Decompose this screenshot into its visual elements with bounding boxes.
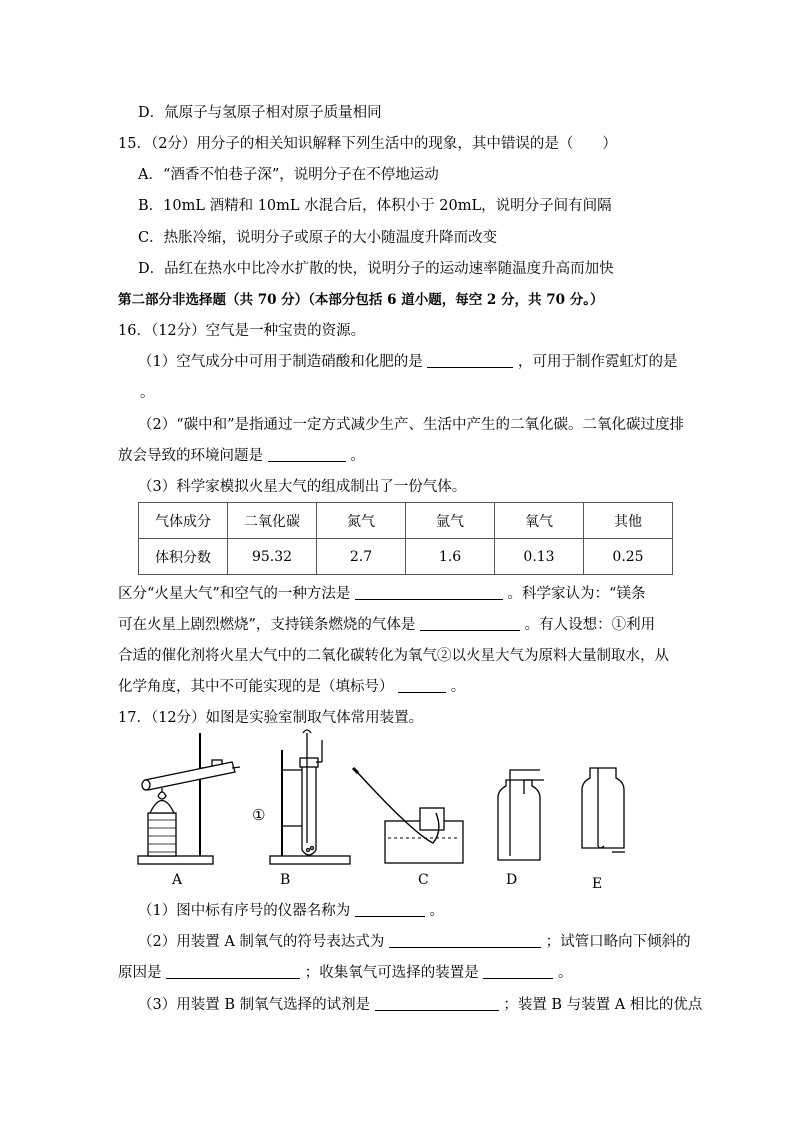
q17-sub2-line2 bbox=[118, 963, 572, 983]
apparatus-d bbox=[498, 770, 544, 860]
apparatus-e bbox=[582, 768, 625, 852]
q16-sub2-line1: （2）“碳中和”是指通过一定方式减少生产、生活中产生的二氧化碳。二氧化碳过度排 bbox=[138, 417, 685, 433]
q17-sub1-text-b: 。 bbox=[429, 903, 444, 919]
q15-option-d: D．品红在热水中比冷水扩散的快，说明分子的运动速率随温度升高而加快 bbox=[138, 261, 614, 277]
q16-sub3: （3）科学家模拟火星大气的组成制出了一份气体。 bbox=[138, 479, 467, 495]
fig-label-a: A bbox=[172, 872, 183, 888]
table-header-cell: 氮气 bbox=[317, 503, 406, 539]
table-cell: 1.6 bbox=[406, 539, 495, 575]
table-cell: 0.25 bbox=[584, 539, 673, 575]
q16-blank-1[interactable] bbox=[427, 352, 513, 368]
table-header-cell: 气体成分 bbox=[139, 503, 228, 539]
q16-sub2-text-c: 。 bbox=[350, 448, 365, 464]
q17-blank-4[interactable] bbox=[483, 963, 553, 979]
q16-blank-6[interactable] bbox=[398, 677, 446, 693]
q16-sub2-line2 bbox=[118, 446, 365, 466]
q17-sub2-text-a: （2）用装置 A 制氧气的符号表达式为 bbox=[138, 934, 385, 950]
table-cell: 2.7 bbox=[317, 539, 406, 575]
q16-stem: 16．（12分）空气是一种宝贵的资源。 bbox=[118, 323, 366, 339]
q16-blank-4[interactable] bbox=[355, 584, 503, 600]
q17-sub2-text-d: ；收集氧气可选择的装置是 bbox=[304, 965, 479, 981]
q17-sub2-text-e: 。 bbox=[557, 965, 573, 981]
q16-para4 bbox=[118, 677, 465, 697]
q16-blank-5[interactable] bbox=[420, 615, 520, 631]
q17-sub3-text-b: ；装置 B 与装置 A 相比的优点 bbox=[503, 997, 703, 1013]
instrument-marker-1: ① bbox=[252, 806, 266, 824]
q17-sub2-text-c: 原因是 bbox=[118, 965, 162, 981]
q16-para3: 合适的催化剂将火星大气中的二氧化碳转化为氧气②以火星大气为原料大量制取水，从 bbox=[118, 648, 669, 664]
q16-para2-text-b: 。有人设想：①利用 bbox=[524, 617, 656, 633]
q16-blank-3[interactable] bbox=[268, 446, 346, 462]
q16-sub1-text-b: ，可用于制作霓虹灯的是 bbox=[517, 354, 678, 370]
q17-blank-3[interactable] bbox=[166, 963, 300, 979]
q16-sub2-text-b: 放会导致的环境问题是 bbox=[118, 448, 263, 464]
q15-option-c: C．热胀冷缩，说明分子或原子的大小随温度升降而改变 bbox=[138, 230, 498, 246]
q17-blank-5[interactable] bbox=[375, 995, 499, 1011]
q16-para1-text-b: 。科学家认为：“镁条 bbox=[507, 586, 646, 602]
q15-option-a: A．“酒香不怕巷子深”，说明分子在不停地运动 bbox=[138, 167, 439, 183]
table-cell: 体积分数 bbox=[139, 539, 228, 575]
q16-para1 bbox=[118, 584, 645, 604]
q15-stem: 15．（2分）用分子的相关知识解释下列生活中的现象，其中错误的是（ ） bbox=[118, 136, 617, 152]
q17-sub1-text-a: （1）图中标有序号的仪器名称为 bbox=[138, 903, 351, 919]
mars-atmosphere-table bbox=[138, 502, 673, 575]
apparatus-c bbox=[353, 768, 463, 863]
part2-heading: 第二部分非选择题（共 70 分）（本部分包括 6 道小题，每空 2 分，共 70 分。） bbox=[118, 292, 604, 308]
q14-option-d: D．氚原子与氢原子相对原子质量相同 bbox=[138, 105, 382, 121]
q17-blank-2[interactable] bbox=[389, 932, 541, 948]
q16-para2 bbox=[118, 615, 655, 635]
q16-para1-text-a: 区分“火星大气”和空气的一种方法是 bbox=[118, 586, 351, 602]
table-cell: 0.13 bbox=[495, 539, 584, 575]
table-header-cell: 氩气 bbox=[406, 503, 495, 539]
q17-sub3-text-a: （3）用装置 B 制氧气选择的试剂是 bbox=[138, 997, 371, 1013]
table-header-cell: 其他 bbox=[584, 503, 673, 539]
apparatus-figure bbox=[120, 728, 680, 873]
q16-para4-text-a: 化学角度，其中不可能实现的是（填标号） bbox=[118, 679, 394, 695]
apparatus-a bbox=[138, 733, 240, 864]
fig-label-e: E bbox=[592, 876, 603, 892]
q17-sub1 bbox=[138, 901, 444, 921]
table-header-cell: 二氧化碳 bbox=[228, 503, 317, 539]
fig-label-d: D bbox=[506, 872, 518, 888]
q17-sub2-line1 bbox=[138, 932, 691, 952]
q17-sub3 bbox=[138, 995, 702, 1015]
apparatus-b bbox=[270, 730, 350, 864]
q17-stem: 17．（12分）如图是实验室制取气体常用装置。 bbox=[118, 710, 424, 726]
q15-option-b: B．10mL 酒精和 10mL 水混合后，体积小于 20mL，说明分子间有间隔 bbox=[138, 198, 612, 214]
table-cell: 95.32 bbox=[228, 539, 317, 575]
q16-para4-text-b: 。 bbox=[450, 679, 466, 695]
q16-sub1-text-a: （1）空气成分中可用于制造硝酸和化肥的是 bbox=[138, 354, 423, 370]
q16-sub1-end: 。 bbox=[140, 385, 155, 401]
table-row bbox=[139, 539, 673, 575]
q16-para2-text-a: 可在火星上剧烈燃烧”，支持镁条燃烧的气体是 bbox=[118, 617, 416, 633]
q16-sub1 bbox=[138, 352, 677, 372]
q17-blank-1[interactable] bbox=[355, 901, 425, 917]
q17-sub2-text-b: ；试管口略向下倾斜的 bbox=[545, 934, 691, 950]
table-header-cell: 氧气 bbox=[495, 503, 584, 539]
fig-label-c: C bbox=[418, 872, 429, 888]
table-header-row bbox=[139, 503, 673, 539]
fig-label-b: B bbox=[280, 872, 291, 888]
